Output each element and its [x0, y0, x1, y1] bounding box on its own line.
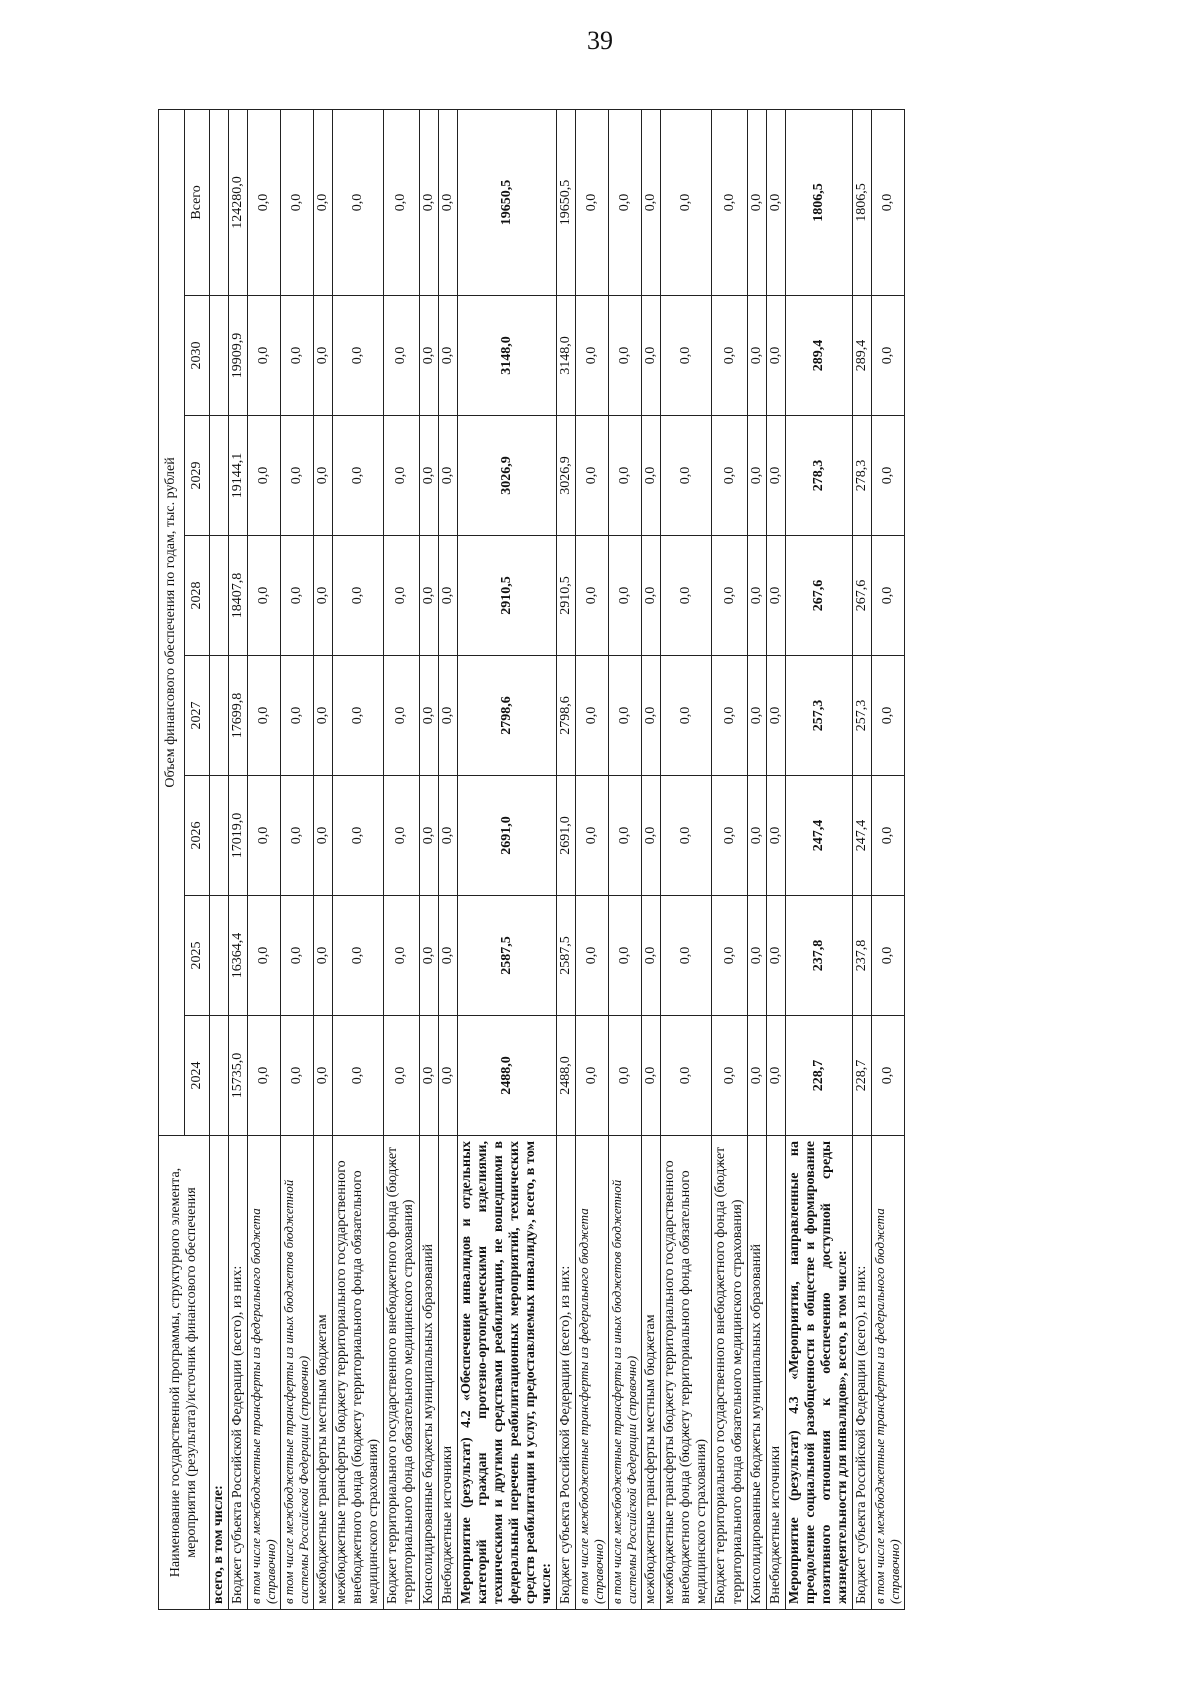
value-cell: 0,0: [313, 776, 332, 896]
value-cell: 0,0: [248, 1016, 281, 1136]
value-cell: 0,0: [576, 109, 609, 295]
value-cell: 18407,8: [229, 536, 248, 656]
value-cell: 0,0: [419, 1016, 438, 1136]
table-row: [712, 109, 747, 1609]
row-name-cell: в том числе межбюджетные трансферты из федерального бюджета (справочно): [576, 1136, 609, 1610]
value-cell: 278,3: [785, 416, 852, 536]
value-cell: 0,0: [747, 776, 766, 896]
table-row: [248, 109, 281, 1609]
value-cell: 0,0: [576, 296, 609, 416]
value-cell: 0,0: [438, 1016, 457, 1136]
financing-table: [158, 109, 905, 1610]
value-cell: 0,0: [642, 656, 661, 776]
value-cell: 0,0: [609, 776, 642, 896]
value-cell: 0,0: [661, 896, 712, 1016]
value-cell: [210, 416, 229, 536]
value-cell: 0,0: [384, 776, 419, 896]
value-cell: 1806,5: [853, 109, 872, 295]
value-cell: 1806,5: [785, 109, 852, 295]
value-cell: 0,0: [384, 109, 419, 295]
value-cell: 19650,5: [557, 109, 576, 295]
value-cell: 0,0: [419, 536, 438, 656]
value-cell: 15735,0: [229, 1016, 248, 1136]
value-cell: 0,0: [609, 416, 642, 536]
value-cell: 0,0: [661, 776, 712, 896]
value-cell: 0,0: [248, 896, 281, 1016]
row-name-cell: в том числе межбюджетные трансферты из иных бюджетов бюджетной системы Российской Федерации (справочно): [609, 1136, 642, 1610]
table-row: [384, 109, 419, 1609]
header-year-3: 2027: [184, 656, 210, 776]
value-cell: [210, 109, 229, 295]
value-cell: 0,0: [281, 109, 314, 295]
row-name-cell: Внебюджетные источники: [438, 1136, 457, 1610]
row-name-cell: Мероприятие (результат) 4.3 «Мероприятия, направленные на преодоление социальной разобщенности в обществе и формирование позитивного отношения к обеспечению доступной среды жизнедеятельности для инвалидов», всего, в том числе:: [785, 1136, 852, 1610]
value-cell: 0,0: [872, 896, 905, 1016]
value-cell: 0,0: [766, 109, 785, 295]
row-name-cell: Бюджет территориального государственного внебюджетного фонда (бюджет территориального фонда обязательного медицинского страхования): [712, 1136, 747, 1610]
header-year-4: 2028: [184, 536, 210, 656]
value-cell: 0,0: [438, 776, 457, 896]
value-cell: 228,7: [853, 1016, 872, 1136]
value-cell: 0,0: [419, 776, 438, 896]
value-cell: 247,4: [853, 776, 872, 896]
value-cell: 0,0: [661, 109, 712, 295]
value-cell: 247,4: [785, 776, 852, 896]
value-cell: 0,0: [333, 109, 384, 295]
row-name-cell: всего, в том числе:: [210, 1136, 229, 1610]
row-name-cell: межбюджетные трансферты бюджету территориального государственного внебюджетного фонда (бюджету территориального фонда обязательного медицинского страхования): [333, 1136, 384, 1610]
value-cell: 2587,5: [457, 896, 557, 1016]
value-cell: 17699,8: [229, 656, 248, 776]
value-cell: 2910,5: [557, 536, 576, 656]
row-name-cell: в том числе межбюджетные трансферты из иных бюджетов бюджетной системы Российской Федерации (справочно): [281, 1136, 314, 1610]
value-cell: 0,0: [419, 896, 438, 1016]
table-row: [609, 109, 642, 1609]
rotated-table-container: [158, 110, 1088, 1610]
value-cell: 2488,0: [457, 1016, 557, 1136]
value-cell: 17019,0: [229, 776, 248, 896]
value-cell: 0,0: [438, 109, 457, 295]
value-cell: 0,0: [313, 656, 332, 776]
value-cell: 0,0: [609, 896, 642, 1016]
value-cell: 0,0: [642, 109, 661, 295]
value-cell: 0,0: [419, 109, 438, 295]
table-row: [333, 109, 384, 1609]
table-row: [281, 109, 314, 1609]
value-cell: 0,0: [248, 296, 281, 416]
value-cell: 0,0: [609, 536, 642, 656]
row-name-cell: Бюджет территориального государственного внебюджетного фонда (бюджет территориального фонда обязательного медицинского страхования): [384, 1136, 419, 1610]
value-cell: 0,0: [313, 536, 332, 656]
value-cell: 2910,5: [457, 536, 557, 656]
value-cell: [210, 776, 229, 896]
value-cell: 0,0: [281, 656, 314, 776]
value-cell: 0,0: [438, 896, 457, 1016]
value-cell: 0,0: [576, 536, 609, 656]
value-cell: [210, 1016, 229, 1136]
value-cell: 0,0: [313, 1016, 332, 1136]
value-cell: 0,0: [661, 416, 712, 536]
value-cell: 0,0: [384, 896, 419, 1016]
header-year-2: 2026: [184, 776, 210, 896]
row-name-cell: Внебюджетные источники: [766, 1136, 785, 1610]
value-cell: 0,0: [872, 296, 905, 416]
value-cell: 16364,4: [229, 896, 248, 1016]
header-year-5: 2029: [184, 416, 210, 536]
value-cell: 0,0: [712, 416, 747, 536]
table-row: [853, 109, 872, 1609]
value-cell: 0,0: [766, 296, 785, 416]
value-cell: 0,0: [766, 416, 785, 536]
value-cell: 0,0: [281, 536, 314, 656]
table-row: [576, 109, 609, 1609]
row-name-cell: в том числе межбюджетные трансферты из федерального бюджета (справочно): [248, 1136, 281, 1610]
value-cell: 3026,9: [557, 416, 576, 536]
value-cell: 237,8: [785, 896, 852, 1016]
value-cell: 0,0: [576, 416, 609, 536]
value-cell: 0,0: [576, 656, 609, 776]
value-cell: 0,0: [313, 416, 332, 536]
value-cell: 0,0: [313, 896, 332, 1016]
value-cell: 0,0: [438, 296, 457, 416]
value-cell: 0,0: [642, 776, 661, 896]
header-row-1: [159, 109, 185, 1609]
rotated-table-wrapper: [158, 110, 1088, 1610]
value-cell: 0,0: [766, 656, 785, 776]
value-cell: 289,4: [853, 296, 872, 416]
value-cell: 0,0: [712, 536, 747, 656]
value-cell: 0,0: [248, 416, 281, 536]
value-cell: 0,0: [747, 296, 766, 416]
value-cell: 0,0: [384, 1016, 419, 1136]
table-row: [766, 109, 785, 1609]
value-cell: 0,0: [576, 1016, 609, 1136]
table-row: [438, 109, 457, 1609]
value-cell: 0,0: [712, 656, 747, 776]
value-cell: 0,0: [766, 896, 785, 1016]
row-name-cell: Консолидированные бюджеты муниципальных образований: [419, 1136, 438, 1610]
table-row: [229, 109, 248, 1609]
value-cell: 19144,1: [229, 416, 248, 536]
value-cell: 267,6: [785, 536, 852, 656]
value-cell: 0,0: [281, 296, 314, 416]
value-cell: 257,3: [785, 656, 852, 776]
value-cell: 0,0: [281, 896, 314, 1016]
value-cell: 0,0: [712, 296, 747, 416]
value-cell: 0,0: [313, 109, 332, 295]
value-cell: 2691,0: [457, 776, 557, 896]
table-row: [747, 109, 766, 1609]
value-cell: 3148,0: [457, 296, 557, 416]
value-cell: [210, 896, 229, 1016]
value-cell: 3026,9: [457, 416, 557, 536]
value-cell: 0,0: [333, 656, 384, 776]
value-cell: 0,0: [384, 416, 419, 536]
value-cell: 0,0: [248, 109, 281, 295]
value-cell: [210, 656, 229, 776]
value-cell: 0,0: [333, 416, 384, 536]
value-cell: 0,0: [576, 896, 609, 1016]
value-cell: 19650,5: [457, 109, 557, 295]
header-year-6: 2030: [184, 296, 210, 416]
value-cell: [210, 296, 229, 416]
value-cell: 0,0: [747, 536, 766, 656]
value-cell: 0,0: [384, 296, 419, 416]
value-cell: 0,0: [333, 536, 384, 656]
value-cell: 228,7: [785, 1016, 852, 1136]
table-row: [661, 109, 712, 1609]
value-cell: 0,0: [281, 776, 314, 896]
table-row: [419, 109, 438, 1609]
table-row: [457, 109, 557, 1609]
row-name-cell: межбюджетные трансферты бюджету территориального государственного внебюджетного фонда (бюджету территориального фонда обязательного медицинского страхования): [661, 1136, 712, 1610]
value-cell: 0,0: [333, 776, 384, 896]
value-cell: 0,0: [609, 109, 642, 295]
value-cell: 0,0: [642, 416, 661, 536]
value-cell: 0,0: [248, 536, 281, 656]
value-cell: 0,0: [872, 536, 905, 656]
value-cell: 267,6: [853, 536, 872, 656]
value-cell: 0,0: [661, 656, 712, 776]
value-cell: 289,4: [785, 296, 852, 416]
value-cell: 0,0: [747, 1016, 766, 1136]
row-name-cell: Бюджет субъекта Российской Федерации (всего), из них:: [853, 1136, 872, 1610]
header-volume-cell: Объем финансового обеспечения по годам, тыс. рублей: [159, 109, 185, 1135]
value-cell: 2691,0: [557, 776, 576, 896]
value-cell: 0,0: [313, 296, 332, 416]
table-row: [557, 109, 576, 1609]
value-cell: 0,0: [661, 296, 712, 416]
table-body: [210, 109, 905, 1609]
table-row: [642, 109, 661, 1609]
value-cell: 19909,9: [229, 296, 248, 416]
value-cell: 0,0: [661, 536, 712, 656]
table-row: [313, 109, 332, 1609]
value-cell: 0,0: [333, 296, 384, 416]
value-cell: 257,3: [853, 656, 872, 776]
table-row: [785, 109, 852, 1609]
value-cell: 0,0: [333, 896, 384, 1016]
value-cell: 0,0: [747, 656, 766, 776]
value-cell: 0,0: [872, 656, 905, 776]
value-cell: 0,0: [576, 776, 609, 896]
value-cell: 0,0: [281, 1016, 314, 1136]
value-cell: 0,0: [609, 296, 642, 416]
value-cell: 0,0: [333, 1016, 384, 1136]
value-cell: 2798,6: [557, 656, 576, 776]
header-year-7: Всего: [184, 109, 210, 295]
value-cell: 124280,0: [229, 109, 248, 295]
row-name-cell: Бюджет субъекта Российской Федерации (всего), из них:: [557, 1136, 576, 1610]
table-row: [210, 109, 229, 1609]
value-cell: 0,0: [384, 536, 419, 656]
row-name-cell: Консолидированные бюджеты муниципальных образований: [747, 1136, 766, 1610]
value-cell: 0,0: [438, 536, 457, 656]
value-cell: 0,0: [712, 109, 747, 295]
value-cell: 3148,0: [557, 296, 576, 416]
value-cell: 0,0: [712, 1016, 747, 1136]
value-cell: 0,0: [642, 536, 661, 656]
value-cell: 0,0: [248, 776, 281, 896]
value-cell: [210, 536, 229, 656]
row-name-cell: Мероприятие (результат) 4.2 «Обеспечение инвалидов и отдельных категорий граждан протезно-ортопедическими изделиями, техническими и другими средствами реабилитации, не вошедшими в федеральный перечень реабилитационных мероприятий, технических средств реабилитации и услуг, предоставляемых инвалиду», всего, в том числе:: [457, 1136, 557, 1610]
value-cell: 0,0: [766, 536, 785, 656]
header-year-0: 2024: [184, 1016, 210, 1136]
value-cell: 0,0: [419, 296, 438, 416]
value-cell: 0,0: [712, 776, 747, 896]
value-cell: 0,0: [766, 776, 785, 896]
value-cell: 0,0: [872, 109, 905, 295]
row-name-cell: межбюджетные трансферты местным бюджетам: [313, 1136, 332, 1610]
value-cell: 237,8: [853, 896, 872, 1016]
value-cell: 0,0: [872, 416, 905, 536]
row-name-cell: Бюджет субъекта Российской Федерации (всего), из них:: [229, 1136, 248, 1610]
value-cell: 0,0: [642, 1016, 661, 1136]
value-cell: 0,0: [872, 1016, 905, 1136]
value-cell: 0,0: [661, 1016, 712, 1136]
value-cell: 0,0: [747, 896, 766, 1016]
value-cell: 0,0: [747, 109, 766, 295]
row-name-cell: межбюджетные трансферты местным бюджетам: [642, 1136, 661, 1610]
page-number: 39: [587, 26, 613, 55]
table-row: [872, 109, 905, 1609]
header-name-cell: Наименование государственной программы, структурного элемента, мероприятия (результата)/источник финансового обеспечения: [159, 1136, 210, 1610]
value-cell: 0,0: [438, 416, 457, 536]
value-cell: 0,0: [642, 896, 661, 1016]
value-cell: 0,0: [712, 896, 747, 1016]
value-cell: 0,0: [419, 656, 438, 776]
value-cell: 0,0: [248, 656, 281, 776]
value-cell: 0,0: [281, 416, 314, 536]
value-cell: 0,0: [872, 776, 905, 896]
value-cell: 0,0: [419, 416, 438, 536]
value-cell: 278,3: [853, 416, 872, 536]
value-cell: 2587,5: [557, 896, 576, 1016]
row-name-cell: в том числе межбюджетные трансферты из федерального бюджета (справочно): [872, 1136, 905, 1610]
value-cell: 0,0: [609, 1016, 642, 1136]
value-cell: 0,0: [609, 656, 642, 776]
value-cell: 2488,0: [557, 1016, 576, 1136]
value-cell: 0,0: [766, 1016, 785, 1136]
value-cell: 0,0: [747, 416, 766, 536]
value-cell: 0,0: [384, 656, 419, 776]
value-cell: 0,0: [642, 296, 661, 416]
value-cell: 0,0: [438, 656, 457, 776]
value-cell: 2798,6: [457, 656, 557, 776]
header-year-1: 2025: [184, 896, 210, 1016]
